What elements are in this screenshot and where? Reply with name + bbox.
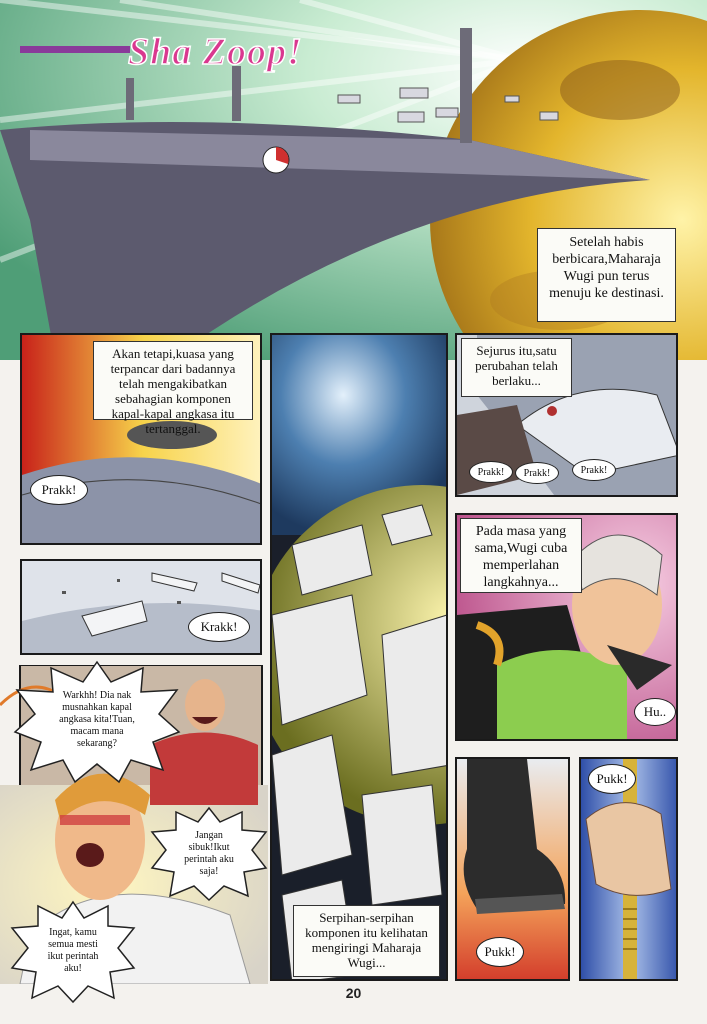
sfx-pukk-top: Pukk! (588, 764, 636, 794)
caption-top-right: Setelah habis berbicara,Maharaja Wugi pun terus menuju ke destinasi. (537, 228, 676, 322)
sfx-krakk: Krakk! (188, 612, 250, 642)
sfx-prakk-1: Prakk! (469, 461, 513, 483)
space-debris-art (272, 335, 448, 981)
panel-hand-staff (579, 757, 678, 981)
page-number: 20 (345, 985, 362, 1001)
bubble-ingat-text: Ingat, kamu semua mesti ikut perintah aku! (47, 927, 99, 974)
sfx-prakk-2: Prakk! (515, 462, 559, 484)
panel-space-debris (270, 333, 448, 981)
caption-center-bottom: Serpihan-serpihan komponen itu kelihatan mengiringi Maharaja Wugi... (293, 905, 440, 977)
bubble-warkhh-text: Warkhh! Dia nak musnahkan kapal angkasa kita!Tuan, macam mana sekarang? (59, 690, 135, 749)
sfx-prakk-3: Prakk! (572, 459, 616, 481)
caption-panel6: Pada masa yang sama,Wugi cuba memperlahan langkahnya... (460, 518, 582, 593)
sfx-hu: Hu.. (634, 698, 676, 726)
sfx-prakk-left: Prakk! (30, 475, 88, 505)
bubble-jangan-text: Jangan sibuk!Ikut perintah aku saja! (184, 830, 234, 877)
caption-panel4: Sejurus itu,satu perubahan telah berlaku... (461, 338, 572, 397)
title-sound-effect: Sha Zoop! (128, 31, 303, 73)
bubble-jangan (150, 806, 268, 902)
sfx-pukk-bottom: Pukk! (476, 937, 524, 967)
caption-panel2: Akan tetapi,kuasa yang terpancar dari badannya telah mengakibatkan sebahagian komponen kapal-kapal angkasa itu tertanggal. (93, 341, 253, 420)
bubble-warkhh (13, 660, 181, 785)
hand-staff-art (581, 759, 678, 981)
